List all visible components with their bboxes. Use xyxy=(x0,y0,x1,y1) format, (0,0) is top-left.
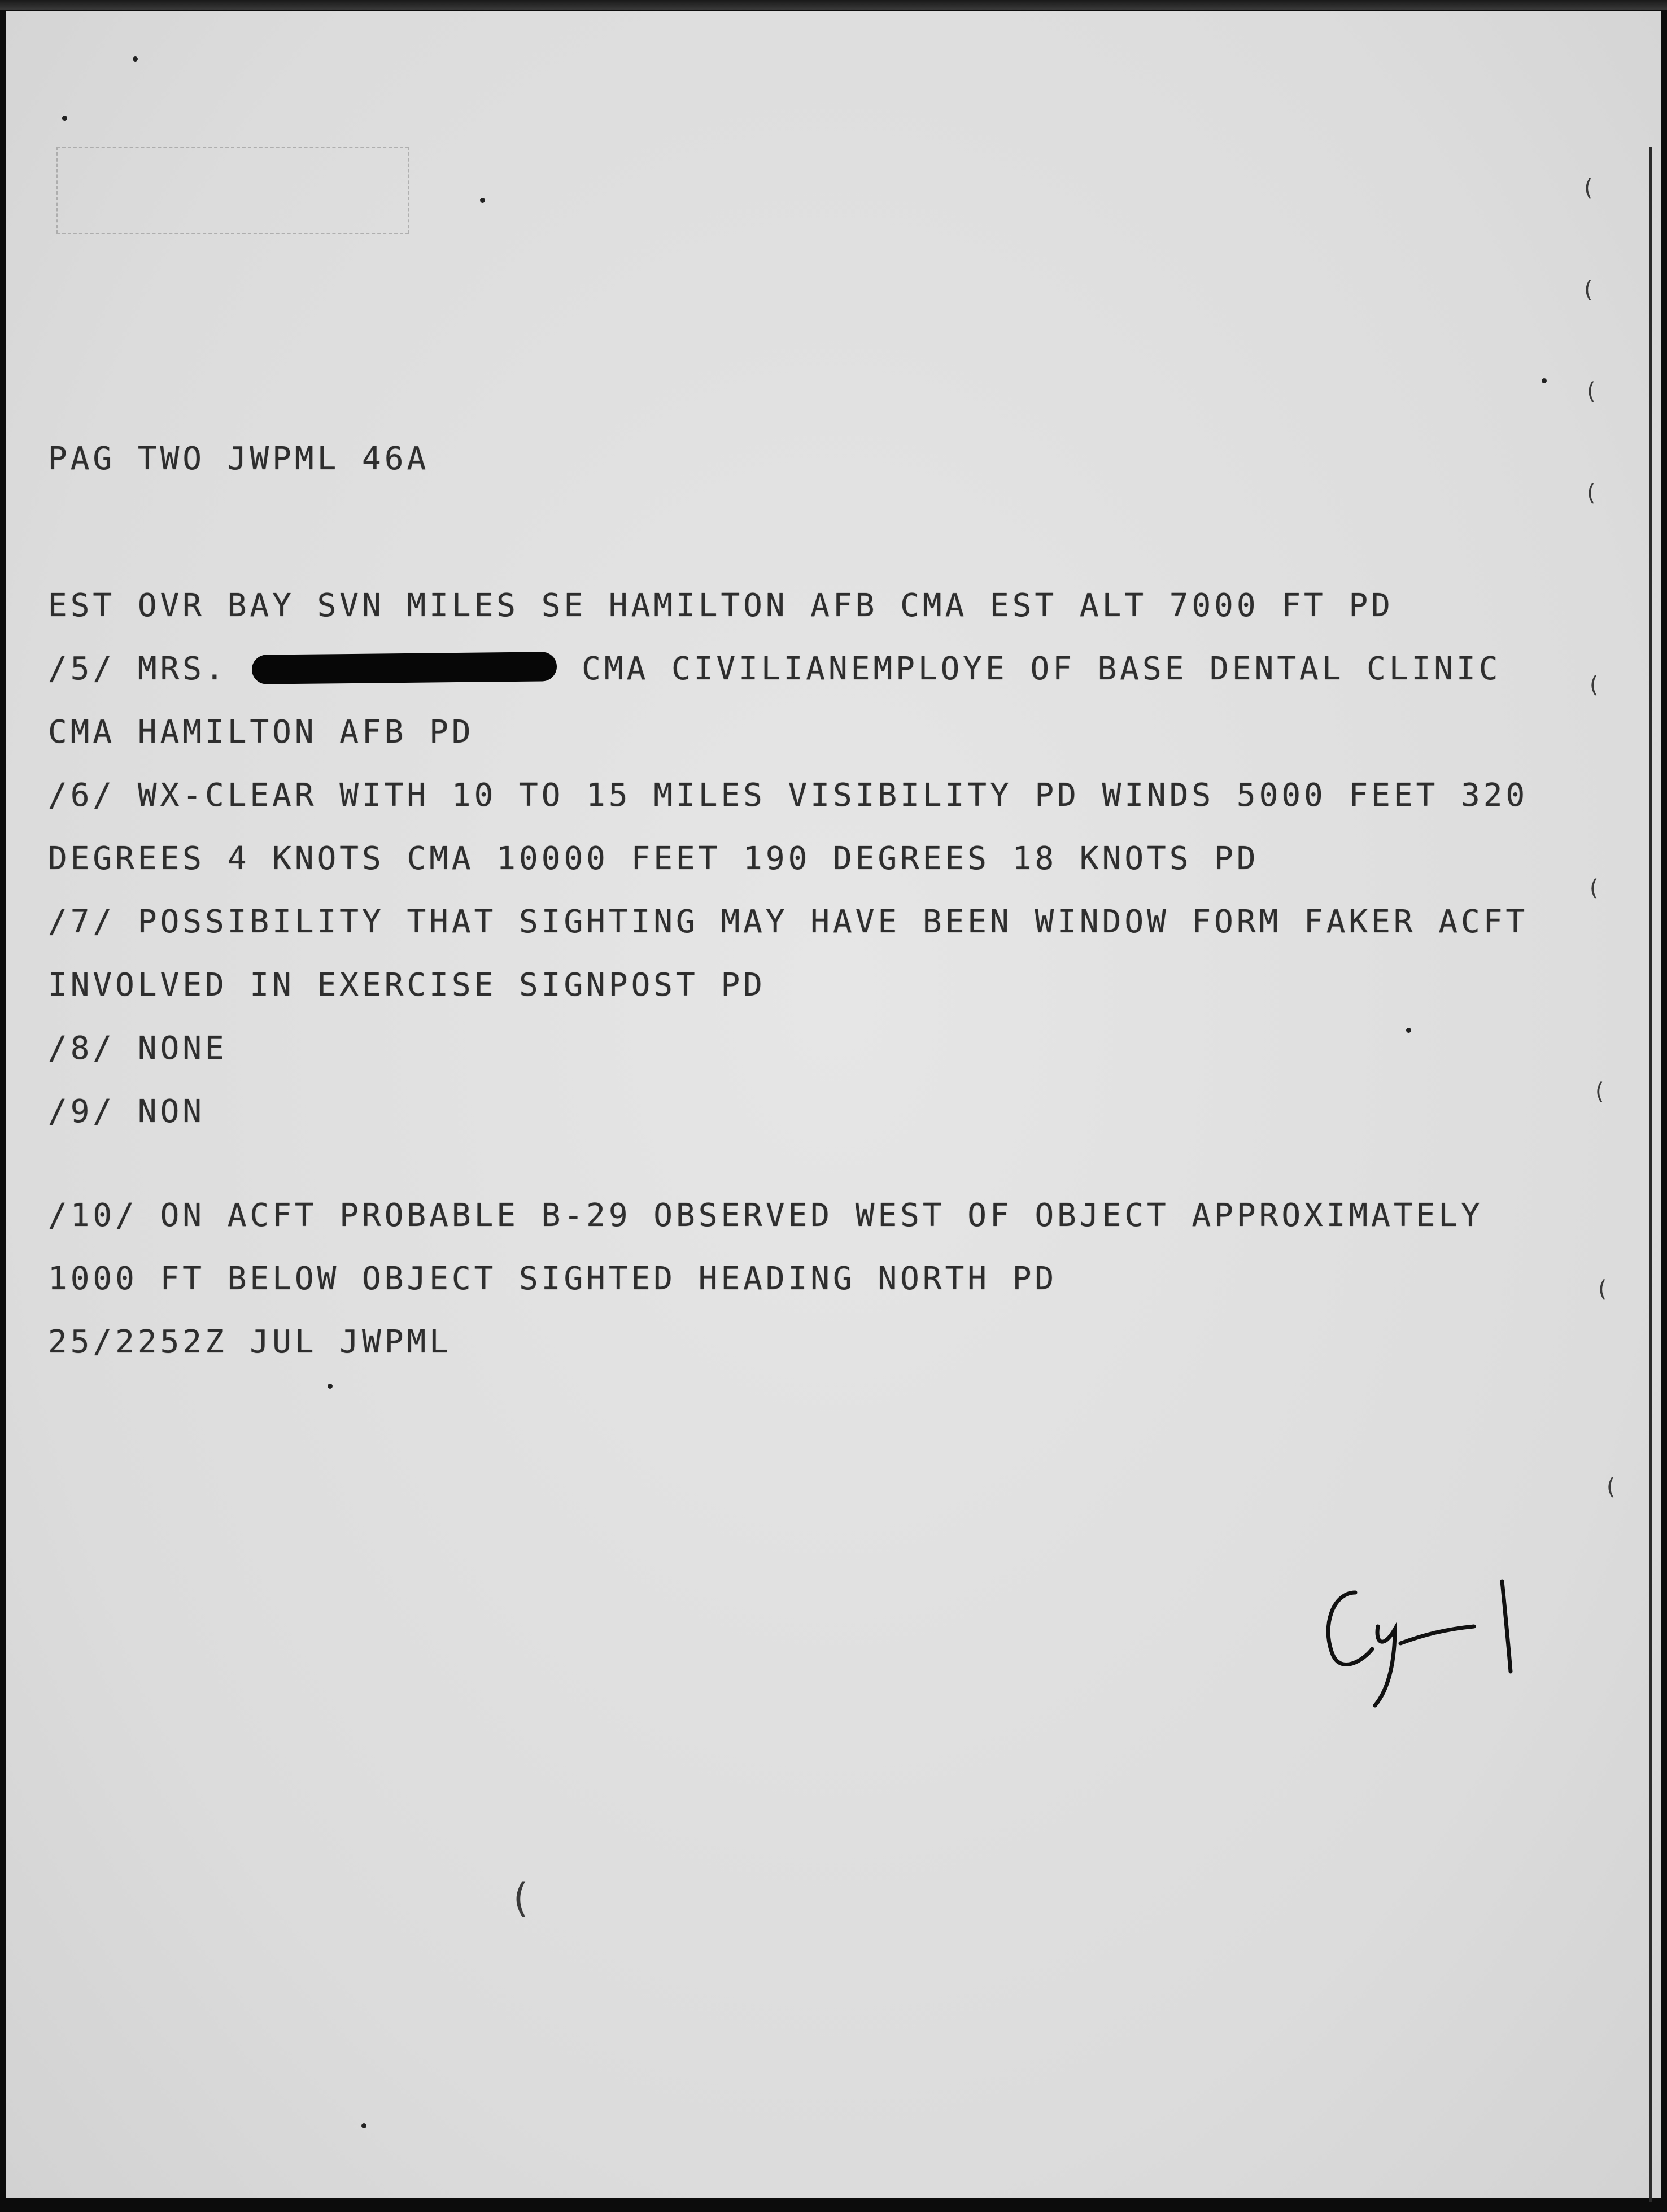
margin-mark: ( xyxy=(1581,175,1595,201)
margin-mark: ( xyxy=(1592,1079,1607,1105)
document-page xyxy=(6,11,1661,2198)
speck xyxy=(361,2123,366,2128)
message-line-10: /10/ ON ACFT PROBABLE B-29 OBSERVED WEST OF OBJECT APPROXIMATELY xyxy=(48,1197,1483,1234)
message-line-4: /6/ WX-CLEAR WITH 10 TO 15 MILES VISIBILITY PD WINDS 5000 FEET 320 xyxy=(48,777,1529,814)
speck xyxy=(133,56,138,62)
margin-mark: ( xyxy=(1587,672,1601,698)
right-edge-line xyxy=(1649,147,1652,2202)
message-line-9: /9/ NON xyxy=(48,1093,206,1130)
message-line-12: 25/2252Z JUL JWPML xyxy=(48,1324,452,1360)
margin-mark: ( xyxy=(508,1875,533,1921)
message-line-11: 1000 FT BELOW OBJECT SIGHTED HEADING NORTH PD xyxy=(48,1260,1058,1297)
redaction-bar xyxy=(252,652,557,684)
message-line-7: INVOLVED IN EXERCISE SIGNPOST PD xyxy=(48,967,766,1004)
message-line-5: DEGREES 4 KNOTS CMA 10000 FEET 190 DEGREES 18 KNOTS PD xyxy=(48,840,1259,877)
margin-mark: ( xyxy=(1584,378,1598,404)
faded-stamp-box xyxy=(56,147,409,234)
speck xyxy=(1542,378,1547,383)
speck xyxy=(62,116,67,121)
message-line-2 xyxy=(48,653,1501,685)
scan-top-edge xyxy=(0,0,1667,10)
page-header: PAG TWO JWPML 46A xyxy=(48,440,430,477)
line-2-prefix: /5/ MRS. xyxy=(48,651,250,687)
handwritten-note xyxy=(1310,1576,1547,1717)
margin-mark: ( xyxy=(1584,480,1598,506)
message-line-8: /8/ NONE xyxy=(48,1030,228,1067)
margin-mark: ( xyxy=(1595,1276,1609,1302)
message-line-3: CMA HAMILTON AFB PD xyxy=(48,714,474,751)
margin-mark: ( xyxy=(1581,277,1595,303)
speck xyxy=(480,198,485,203)
teletype-message xyxy=(48,440,1529,1360)
message-line-1: EST OVR BAY SVN MILES SE HAMILTON AFB CMA EST ALT 7000 FT PD xyxy=(48,587,1394,624)
line-2-suffix: CMA CIVILIANEMPLOYE OF BASE DENTAL CLINIC xyxy=(559,651,1502,687)
message-line-6: /7/ POSSIBILITY THAT SIGHTING MAY HAVE BEEN WINDOW FORM FAKER ACFT xyxy=(48,904,1529,940)
speck xyxy=(328,1384,333,1389)
margin-mark: ( xyxy=(1587,875,1601,901)
speck xyxy=(1406,1028,1411,1033)
margin-mark: ( xyxy=(1604,1474,1618,1500)
